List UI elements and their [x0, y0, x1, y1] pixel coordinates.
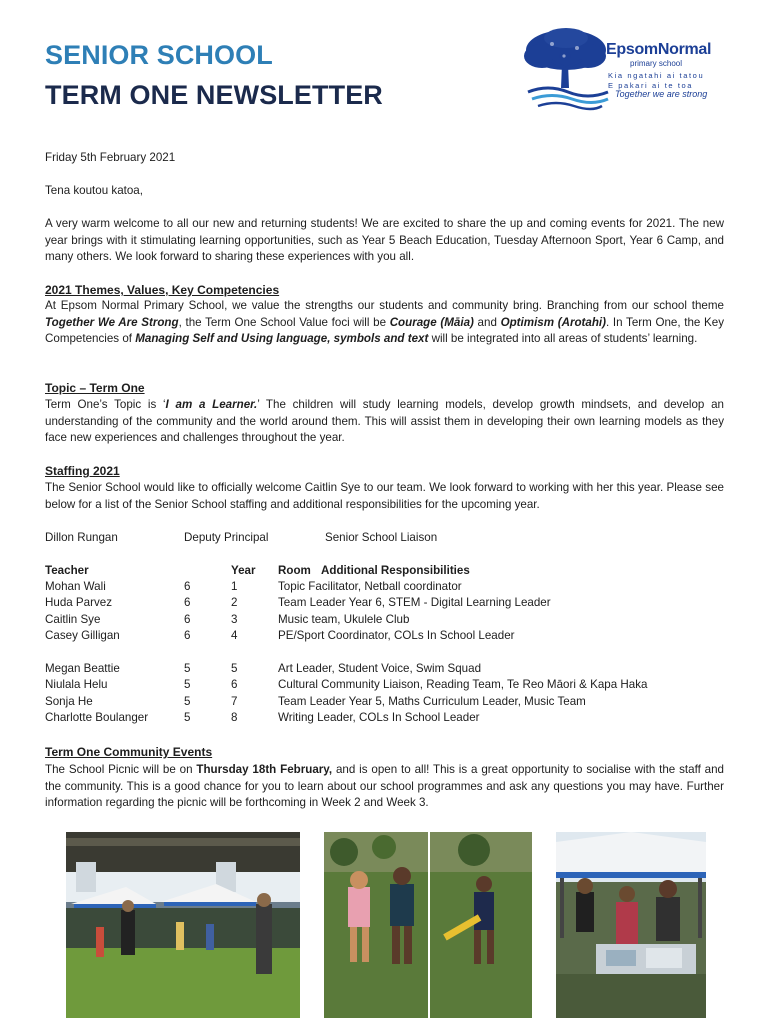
newsletter-date: Friday 5th February 2021	[45, 151, 176, 164]
logo-maori-motto	[608, 71, 704, 91]
theme-highlight: Together We Are Strong	[45, 315, 179, 329]
table-row: Mohan Wali 6 1 Topic Facilitator, Netball coordinator	[45, 580, 462, 593]
logo-maori-line1: Kia ngatahi ai tatou	[608, 71, 705, 80]
value-optimism: Optimism (Arotahi)	[500, 315, 607, 329]
school-logo	[522, 26, 722, 112]
logo-tagline: Together we are strong	[615, 89, 708, 99]
topic-title: I am a Learner.	[165, 398, 258, 411]
staffing-paragraph: The Senior School would like to officially welcome Caitlin Sye to our team. We look forward to working with her this year. Please see below for a list of the Senior School staffing and additional responsibilities for the upcoming year.	[45, 481, 724, 511]
events-heading: Term One Community Events	[45, 745, 213, 759]
deputy-name: Dillon Rungan	[45, 531, 118, 544]
themes-paragraph: At Epsom Normal Primary School, we value the strengths our students and community bring. Branching from our school theme Together We Are Strong, the Term One School Value foci will be Courage (Māia) and Optimism (Arotahi). In Term One, the Key Competencies of Managing Self and Using language, symbols and text will be integrated into all areas of students’ learning.	[45, 299, 725, 345]
table-row: Megan Beattie 5 5 Art Leader, Student Voice, Swim Squad	[45, 662, 482, 675]
deputy-role: Deputy Principal	[184, 531, 269, 544]
staff-table-header	[45, 564, 745, 580]
deputy-row	[45, 531, 745, 547]
intro-paragraph: A very warm welcome to all our new and returning students! We are excited to share the up and coming events for 2021. The new year brings with it stimulating learning opportunities, such as Year 5 Beach Education, Tuesday Afternoon Sport, Year 6 Camp, and many others. We look forward to sharing these experiences with you all.	[45, 217, 724, 263]
logo-maori-line2: E pakari ai te toa	[608, 81, 694, 90]
col-responsibilities: Additional Responsibilities	[321, 564, 470, 577]
col-year: Year	[231, 564, 256, 577]
logo-school-name: EpsomNormal	[606, 41, 712, 58]
staffing-heading: Staffing 2021	[45, 464, 120, 478]
deputy-liaison: Senior School Liaison	[325, 531, 438, 544]
key-competencies: Managing Self and Using language, symbols and text	[135, 332, 429, 345]
themes-heading: 2021 Themes, Values, Key Competencies	[45, 283, 280, 297]
col-room: Room	[278, 564, 311, 577]
value-courage: Courage (Māia)	[389, 315, 474, 329]
picnic-tent-photo	[556, 832, 706, 1018]
newsletter-title-line1: SENIOR SCHOOL	[45, 40, 273, 70]
topic-heading: Topic – Term One	[45, 381, 145, 395]
table-row: Niulala Helu 5 6 Cultural Community Liaison, Reading Team, Te Reo Māori & Kapa Haka	[45, 678, 648, 691]
topic-paragraph: Term One’s Topic is ‘I am a Learner.’ The children will study learning models, develop growth mindsets, and develop an understanding of the community and the world around them. This will assist them in developing their own learning models as they face new experiences and challenges throughout the year.	[45, 398, 725, 444]
table-row: Charlotte Boulanger 5 8 Writing Leader, COLs In School Leader	[45, 711, 480, 724]
tree-logo-icon	[522, 26, 612, 112]
greeting: Tena koutou katoa,	[45, 184, 143, 197]
newsletter-title-line2: TERM ONE NEWSLETTER	[45, 80, 383, 110]
table-row: Caitlin Sye 6 3 Music team, Ukulele Club	[45, 613, 410, 626]
picnic-field-photo	[66, 832, 300, 1018]
events-paragraph: The School Picnic will be on Thursday 18th February, and is open to all! This is a great opportunity to socialise with the staff and the community. This is a good chance for you to learn about our school programmes and ask any questions you may have. Further information regarding the picnic will be forthcoming in Week 2 and Week 3.	[45, 763, 725, 809]
col-teacher: Teacher	[45, 564, 89, 577]
picnic-date: Thursday 18th February,	[196, 763, 333, 776]
kids-cricket-photo	[324, 832, 532, 1018]
table-row: Sonja He 5 7 Team Leader Year 5, Maths Curriculum Leader, Music Team	[45, 695, 586, 708]
table-row: Huda Parvez 6 2 Team Leader Year 6, STEM - Digital Learning Leader	[45, 596, 551, 609]
logo-subtitle: primary school	[630, 59, 683, 68]
table-row: Casey Gilligan 6 4 PE/Sport Coordinator, COLs In School Leader	[45, 629, 515, 642]
